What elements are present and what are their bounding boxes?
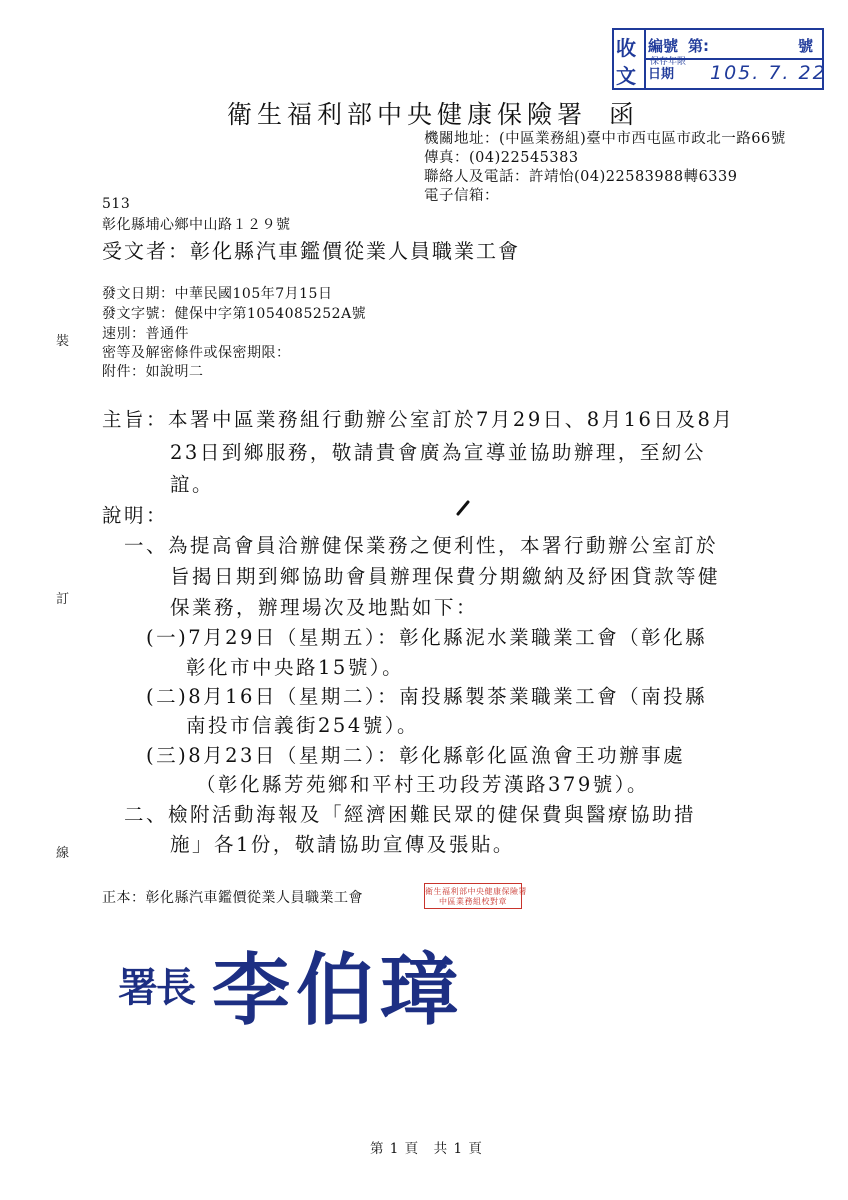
signature-name: 李伯璋 bbox=[212, 945, 465, 1036]
signature-title: 署長 bbox=[118, 965, 194, 1011]
agency-email: 電子信箱： bbox=[424, 188, 499, 204]
explanation-heading: 說明： bbox=[102, 504, 169, 527]
explanation-item-1-line-3: 保業務，辦理場次及地點如下： bbox=[170, 596, 479, 619]
issue-date: 發文日期：中華民國105年7月15日 bbox=[102, 286, 333, 302]
document-type: 函 bbox=[609, 100, 640, 129]
mailing-address: 彰化縣埔心鄉中山路１２９號 bbox=[102, 217, 291, 233]
explanation-item-1-line-1: 一、為提高會員洽辦健保業務之便利性，本署行動辦公室訂於 bbox=[124, 534, 719, 557]
stamp-handwritten-date: 105. 7. 22 bbox=[710, 62, 827, 84]
venue-1-line-1: (一)7月29日（星期五）：彰化縣泥水業職業工會（彰化縣 bbox=[146, 626, 708, 649]
secrecy-level: 密等及解密條件或保密期限： bbox=[102, 345, 291, 361]
binding-mark-top: 裝 bbox=[56, 334, 70, 349]
subject-line-1: 主旨：本署中區業務組行動辦公室訂於7月29日、8月16日及8月 bbox=[102, 408, 735, 431]
stamp-left-column bbox=[614, 30, 646, 88]
ink-mark bbox=[456, 500, 470, 516]
explanation-item-2-line-2: 施」各1份，敬請協助宣傳及張貼。 bbox=[170, 833, 515, 856]
receipt-stamp bbox=[612, 28, 827, 90]
stamp-document-char: 文 bbox=[616, 64, 636, 88]
recipient: 受文者：彰化縣汽車鑑價從業人員職業工會 bbox=[102, 239, 520, 263]
attachment: 附件：如說明二 bbox=[102, 364, 204, 380]
subject-line-3: 誼。 bbox=[170, 473, 215, 496]
venue-3-line-1: (三)8月23日（星期二）：彰化縣彰化區漁會王功辦事處 bbox=[146, 744, 686, 767]
agency-name: 衛生福利部中央健康保險署 bbox=[227, 100, 588, 129]
agency-fax: 傳真：(04)22545383 bbox=[424, 150, 579, 166]
original-copy-to: 正本：彰化縣汽車鑑價從業人員職業工會 bbox=[102, 890, 363, 906]
stamp-retention-overprint: 保存年限 bbox=[650, 57, 687, 67]
stamp-date-label: 日期 bbox=[648, 67, 675, 82]
issuing-agency-title bbox=[227, 95, 639, 131]
document-number: 發文字號：健保中字第1054085252A號 bbox=[102, 306, 367, 322]
postcode: 513 bbox=[102, 196, 131, 212]
proofreading-seal bbox=[424, 883, 527, 909]
stamp-number-suffix: 號 bbox=[798, 37, 814, 55]
agency-address: 機關地址：(中區業務組)臺中市西屯區市政北一路66號 bbox=[424, 131, 786, 147]
explanation-item-2-line-1: 二、檢附活動海報及「經濟困難民眾的健保費與醫療協助措 bbox=[124, 803, 697, 826]
delivery-speed: 速別：普通件 bbox=[102, 326, 189, 342]
binding-mark-middle: 訂 bbox=[56, 592, 70, 607]
page-footer: 第 1 頁 共 1 頁 bbox=[370, 1141, 483, 1157]
explanation-item-1-line-2: 旨揭日期到鄉協助會員辦理保費分期繳納及紓困貸款等健 bbox=[170, 565, 721, 588]
subject-line-2: 23日到鄉服務，敬請貴會廣為宣導並協助辦理，至紉公 bbox=[170, 441, 706, 464]
agency-contact: 聯絡人及電話：許靖怡(04)22583988轉6339 bbox=[424, 169, 738, 185]
seal-line-2: 中區業務組校對章 bbox=[439, 897, 507, 906]
stamp-number-prefix: 第: bbox=[688, 37, 709, 55]
seal-line-1: 衛生福利部中央健康保險署 bbox=[425, 887, 527, 896]
binding-mark-bottom: 線 bbox=[56, 846, 70, 861]
stamp-receive-char: 收 bbox=[616, 36, 636, 60]
venue-1-line-2: 彰化市中央路15號）。 bbox=[186, 656, 405, 679]
venue-2-line-2: 南投市信義街254號）。 bbox=[186, 714, 419, 737]
venue-2-line-1: (二)8月16日（星期二）：南投縣製茶業職業工會（南投縣 bbox=[146, 685, 708, 708]
stamp-number-label: 編號 bbox=[648, 37, 679, 55]
venue-3-line-2: （彰化縣芳苑鄉和平村王功段芳漢路379號）。 bbox=[196, 773, 649, 796]
